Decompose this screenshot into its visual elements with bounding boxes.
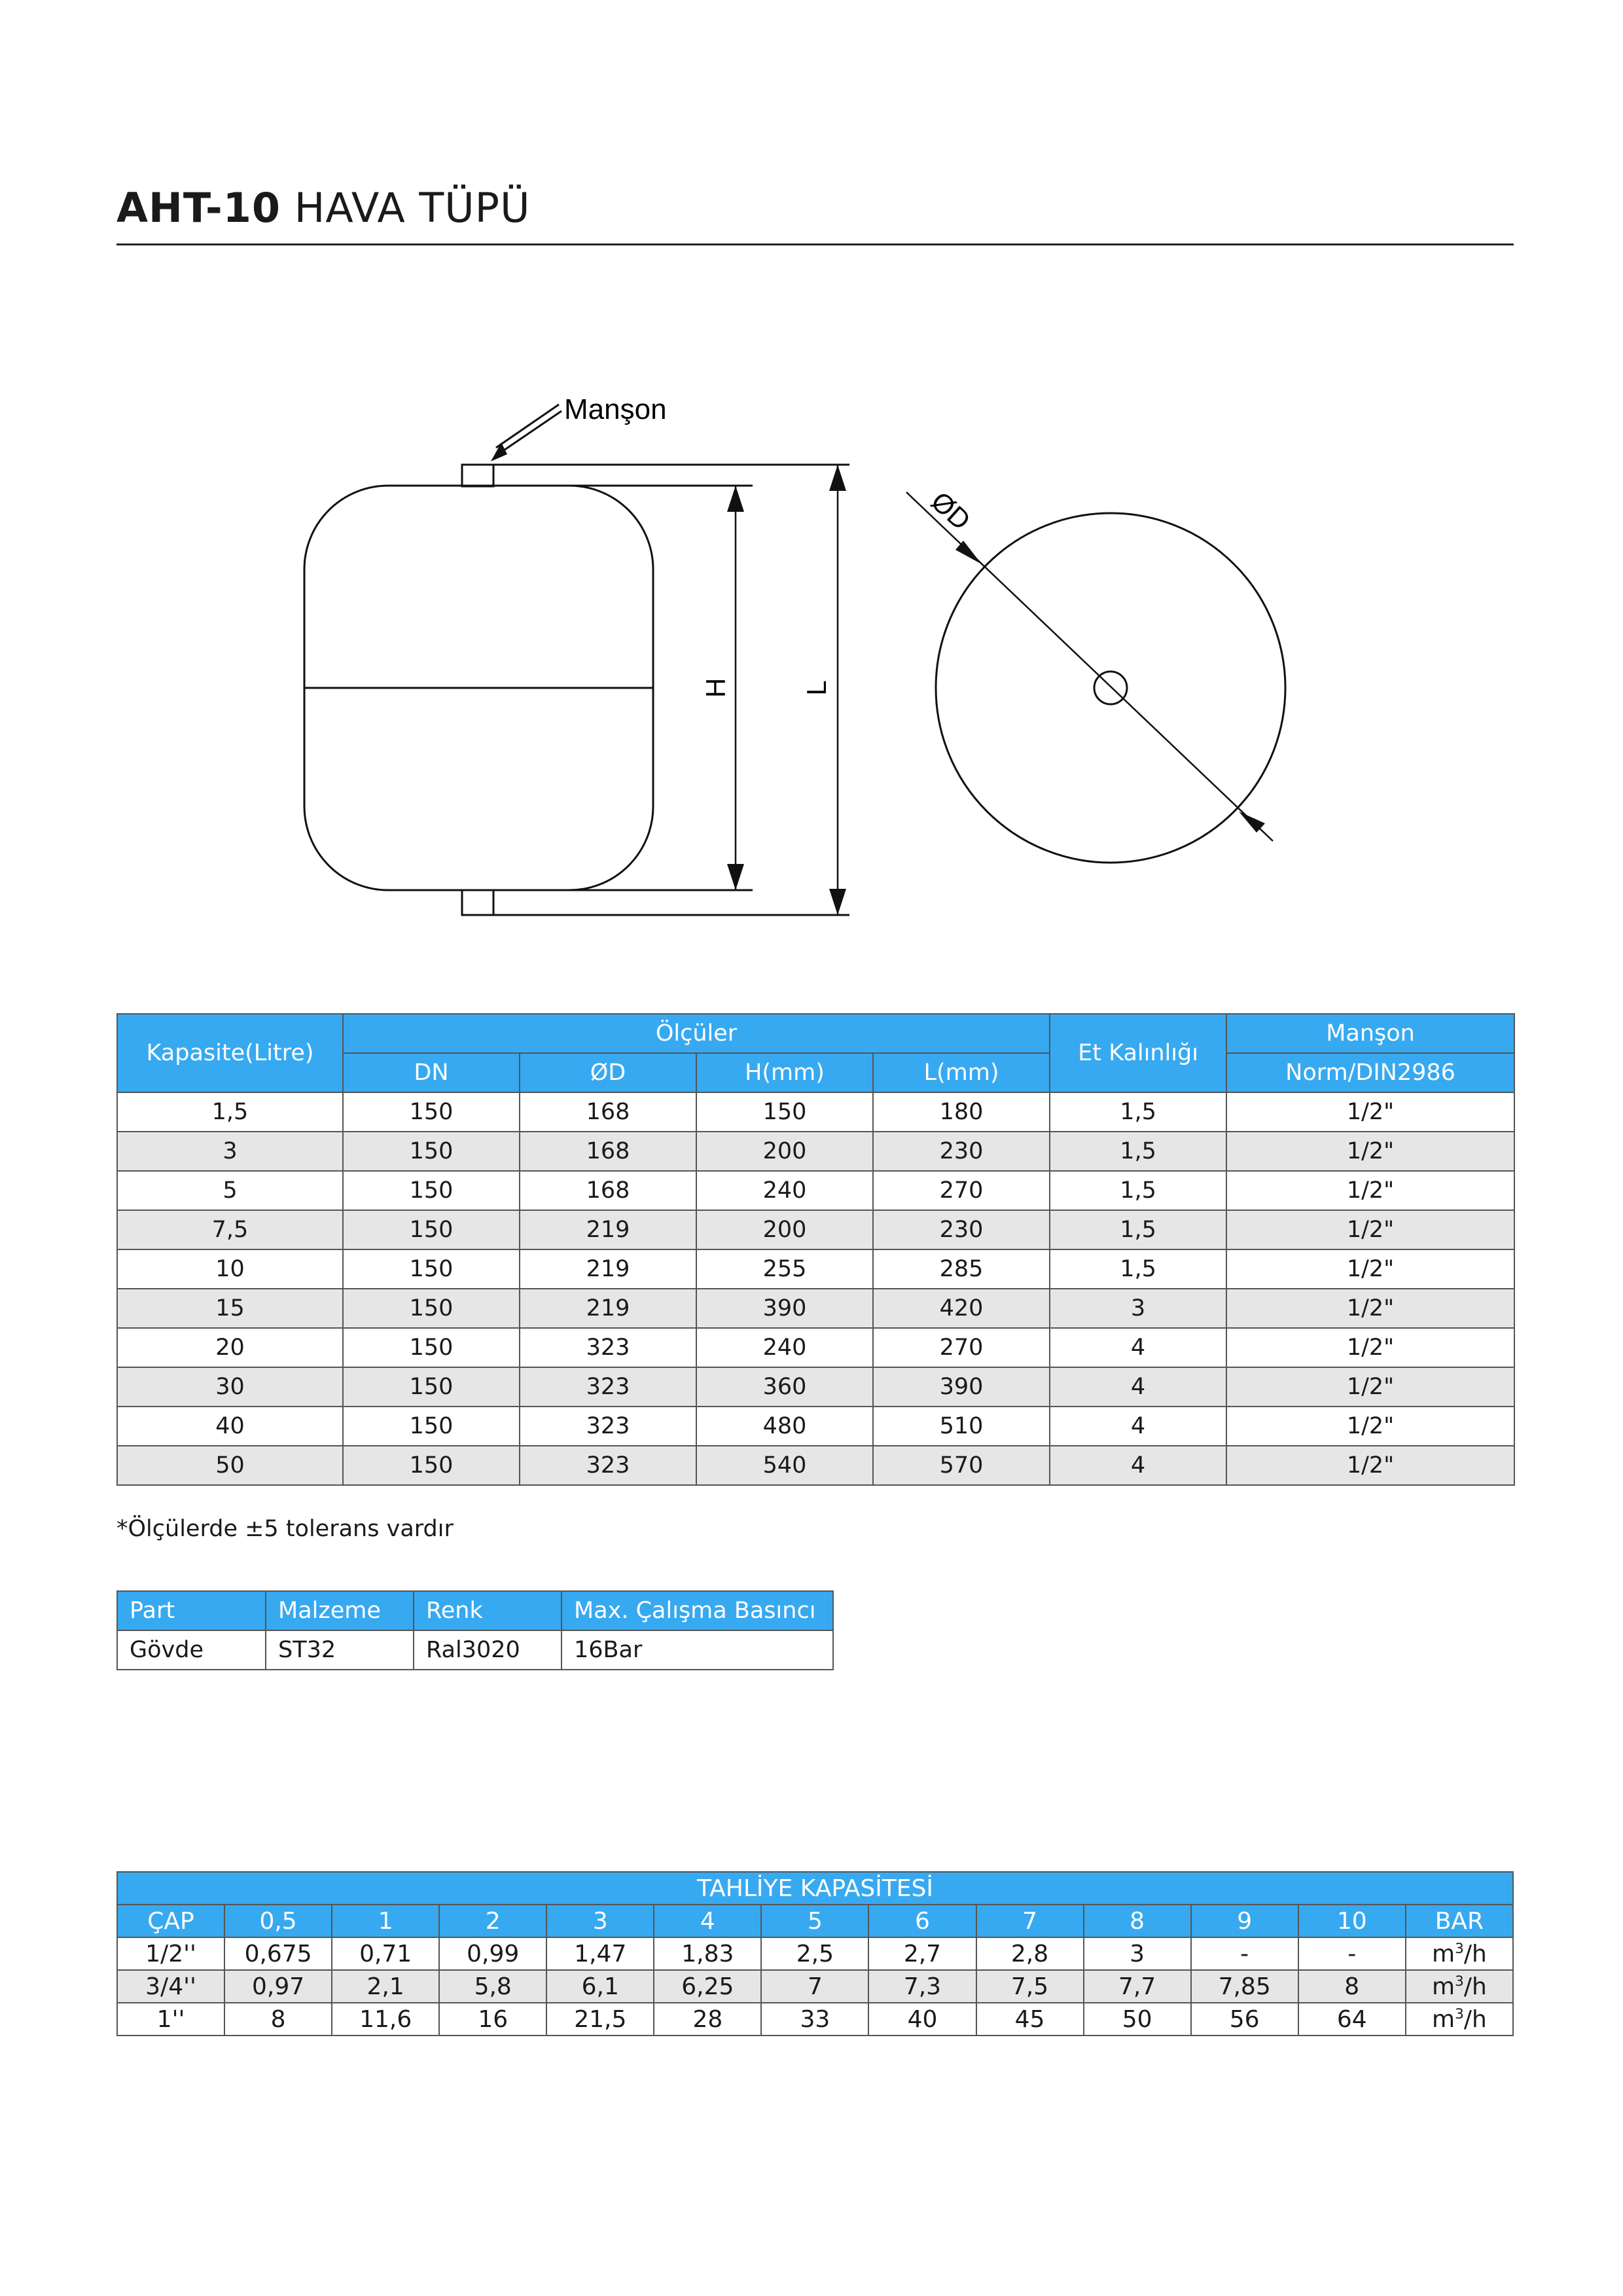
table-row bbox=[117, 1630, 833, 1670]
cell: 360 bbox=[696, 1367, 873, 1407]
header-part: Part bbox=[117, 1591, 266, 1630]
cell: 64 bbox=[1298, 2003, 1406, 2036]
cell: 480 bbox=[696, 1407, 873, 1446]
table-row bbox=[117, 1367, 1514, 1407]
flow-header-cell: 0,5 bbox=[224, 1905, 332, 1937]
cell: 150 bbox=[343, 1367, 520, 1407]
unit-tail: /h bbox=[1463, 1940, 1487, 1967]
table-row bbox=[117, 1092, 1514, 1132]
material-table bbox=[116, 1590, 834, 1670]
cell: 150 bbox=[343, 1407, 520, 1446]
cell: 150 bbox=[343, 1249, 520, 1289]
flow-header-cell: 6 bbox=[868, 1905, 976, 1937]
tolerance-note: *Ölçülerde ±5 tolerans vardır bbox=[116, 1516, 454, 1542]
unit-cell bbox=[1406, 2003, 1513, 2036]
cell: 1,83 bbox=[654, 1937, 761, 1970]
cell: 230 bbox=[873, 1132, 1050, 1171]
cell: 1/2" bbox=[1226, 1446, 1514, 1485]
flow-header-cell: 4 bbox=[654, 1905, 761, 1937]
table-row bbox=[117, 1210, 1514, 1249]
header-material: Malzeme bbox=[266, 1591, 414, 1630]
cell: 2,8 bbox=[976, 1937, 1084, 1970]
cell: 16Bar bbox=[562, 1630, 833, 1670]
cell: 255 bbox=[696, 1249, 873, 1289]
tank-top-view bbox=[936, 513, 1285, 863]
cell: 150 bbox=[343, 1289, 520, 1328]
cell: 390 bbox=[696, 1289, 873, 1328]
unit-cell bbox=[1406, 1937, 1513, 1970]
cell: 1/2" bbox=[1226, 1210, 1514, 1249]
unit-base: m bbox=[1431, 2005, 1455, 2033]
cell: 240 bbox=[696, 1171, 873, 1210]
cell: 3 bbox=[117, 1132, 343, 1171]
cell: 230 bbox=[873, 1210, 1050, 1249]
cell: 1/2" bbox=[1226, 1132, 1514, 1171]
discharge-title: TAHLİYE KAPASİTESİ bbox=[117, 1872, 1513, 1905]
cell: 10 bbox=[117, 1249, 343, 1289]
cell: 8 bbox=[1298, 1970, 1406, 2003]
d-label: ØD bbox=[925, 485, 977, 536]
unit-exponent: 3 bbox=[1455, 1940, 1464, 1957]
cell: 285 bbox=[873, 1249, 1050, 1289]
cell: 7,7 bbox=[1084, 1970, 1191, 2003]
cell: 1,5 bbox=[1050, 1249, 1226, 1289]
cell: 168 bbox=[520, 1171, 696, 1210]
cell: 1/2" bbox=[1226, 1289, 1514, 1328]
cell: 1,47 bbox=[546, 1937, 654, 1970]
cell: Ral3020 bbox=[414, 1630, 562, 1670]
cell: 219 bbox=[520, 1210, 696, 1249]
cell: 1,5 bbox=[1050, 1092, 1226, 1132]
header-dn: DN bbox=[343, 1053, 520, 1092]
cell: 4 bbox=[1050, 1367, 1226, 1407]
cell: 1'' bbox=[117, 2003, 224, 2036]
cell: 15 bbox=[117, 1289, 343, 1328]
cell: 1,5 bbox=[117, 1092, 343, 1132]
header-length: L(mm) bbox=[873, 1053, 1050, 1092]
cell: 7,3 bbox=[868, 1970, 976, 2003]
cell: 150 bbox=[696, 1092, 873, 1132]
cell: 5,8 bbox=[439, 1970, 546, 2003]
cell: 200 bbox=[696, 1132, 873, 1171]
cell: 45 bbox=[976, 2003, 1084, 2036]
cell: 168 bbox=[520, 1132, 696, 1171]
unit-base: m bbox=[1431, 1940, 1455, 1967]
cell: 7,85 bbox=[1191, 1970, 1298, 2003]
cell: 3 bbox=[1050, 1289, 1226, 1328]
cell: 323 bbox=[520, 1328, 696, 1367]
cell: 33 bbox=[761, 2003, 868, 2036]
flow-header-cell: BAR bbox=[1406, 1905, 1513, 1937]
cell: 1,5 bbox=[1050, 1210, 1226, 1249]
flow-header-cell: ÇAP bbox=[117, 1905, 224, 1937]
cell: 0,71 bbox=[332, 1937, 439, 1970]
header-color: Renk bbox=[414, 1591, 562, 1630]
top-fitting bbox=[462, 465, 493, 486]
cell: 150 bbox=[343, 1446, 520, 1485]
cell: 1/2" bbox=[1226, 1407, 1514, 1446]
header-dimensions: Ölçüler bbox=[343, 1014, 1050, 1053]
table-row bbox=[117, 1937, 1513, 1970]
cell: 8 bbox=[224, 2003, 332, 2036]
cell: 0,97 bbox=[224, 1970, 332, 2003]
cell: 390 bbox=[873, 1367, 1050, 1407]
cell: 40 bbox=[117, 1407, 343, 1446]
table-row bbox=[117, 1328, 1514, 1367]
cell: 2,5 bbox=[761, 1937, 868, 1970]
table-row bbox=[117, 1171, 1514, 1210]
cell: 28 bbox=[654, 2003, 761, 2036]
discharge-capacity-table bbox=[116, 1871, 1514, 2036]
cell: 3/4'' bbox=[117, 1970, 224, 2003]
cell: 40 bbox=[868, 2003, 976, 2036]
cell: 11,6 bbox=[332, 2003, 439, 2036]
cell: 219 bbox=[520, 1289, 696, 1328]
header-height: H(mm) bbox=[696, 1053, 873, 1092]
cell: Gövde bbox=[117, 1630, 266, 1670]
unit-exponent: 3 bbox=[1455, 1973, 1464, 1990]
cell: 5 bbox=[117, 1171, 343, 1210]
header-max-pressure: Max. Çalışma Basıncı bbox=[562, 1591, 833, 1630]
table-row bbox=[117, 1407, 1514, 1446]
cell: 1/2" bbox=[1226, 1171, 1514, 1210]
cell: 323 bbox=[520, 1367, 696, 1407]
cell: 50 bbox=[117, 1446, 343, 1485]
flow-header-cell: 8 bbox=[1084, 1905, 1191, 1937]
cell: 0,99 bbox=[439, 1937, 546, 1970]
flow-header-cell: 1 bbox=[332, 1905, 439, 1937]
cell: 219 bbox=[520, 1249, 696, 1289]
unit-tail: /h bbox=[1463, 2005, 1487, 2033]
flow-header-cell: 10 bbox=[1298, 1905, 1406, 1937]
cell: - bbox=[1298, 1937, 1406, 1970]
cell: 50 bbox=[1084, 2003, 1191, 2036]
cell: 168 bbox=[520, 1092, 696, 1132]
cell: 150 bbox=[343, 1132, 520, 1171]
header-diameter: ØD bbox=[520, 1053, 696, 1092]
cell: 7,5 bbox=[976, 1970, 1084, 2003]
header-capacity: Kapasite(Litre) bbox=[117, 1014, 343, 1092]
cell: 150 bbox=[343, 1092, 520, 1132]
header-wall-thickness: Et Kalınlığı bbox=[1050, 1014, 1226, 1092]
h-label: H bbox=[700, 677, 731, 698]
cell: 3 bbox=[1084, 1937, 1191, 1970]
cell: 2,7 bbox=[868, 1937, 976, 1970]
table-row bbox=[117, 2003, 1513, 2036]
flow-header-cell: 2 bbox=[439, 1905, 546, 1937]
cell: 270 bbox=[873, 1171, 1050, 1210]
cell: 180 bbox=[873, 1092, 1050, 1132]
cell: 1/2'' bbox=[117, 1937, 224, 1970]
cell: 150 bbox=[343, 1210, 520, 1249]
cell: 0,675 bbox=[224, 1937, 332, 1970]
cell: 510 bbox=[873, 1407, 1050, 1446]
cell: 150 bbox=[343, 1328, 520, 1367]
l-label: L bbox=[801, 680, 832, 696]
cell: 1/2" bbox=[1226, 1092, 1514, 1132]
title-name: HAVA TÜPÜ bbox=[294, 184, 531, 232]
table-row bbox=[117, 1446, 1514, 1485]
cell: 56 bbox=[1191, 2003, 1298, 2036]
cell: 150 bbox=[343, 1171, 520, 1210]
cell: 1,5 bbox=[1050, 1171, 1226, 1210]
header-fitting: Manşon bbox=[1226, 1014, 1514, 1053]
cell: 540 bbox=[696, 1446, 873, 1485]
cell: 4 bbox=[1050, 1407, 1226, 1446]
cell: 4 bbox=[1050, 1446, 1226, 1485]
cell: 7 bbox=[761, 1970, 868, 2003]
flow-header-cell: 7 bbox=[976, 1905, 1084, 1937]
cell: 4 bbox=[1050, 1328, 1226, 1367]
cell: ST32 bbox=[266, 1630, 414, 1670]
flow-header-cell: 3 bbox=[546, 1905, 654, 1937]
cell: 21,5 bbox=[546, 2003, 654, 2036]
cell: 240 bbox=[696, 1328, 873, 1367]
cell: 6,25 bbox=[654, 1970, 761, 2003]
unit-tail: /h bbox=[1463, 1973, 1487, 2000]
manson-label: Manşon bbox=[564, 393, 667, 425]
table-row bbox=[117, 1970, 1513, 2003]
cell: 1/2" bbox=[1226, 1367, 1514, 1407]
manson-arrow bbox=[496, 404, 562, 453]
cell: - bbox=[1191, 1937, 1298, 1970]
cell: 1/2" bbox=[1226, 1328, 1514, 1367]
cell: 1/2" bbox=[1226, 1249, 1514, 1289]
cell: 270 bbox=[873, 1328, 1050, 1367]
cell: 7,5 bbox=[117, 1210, 343, 1249]
header-norm: Norm/DIN2986 bbox=[1226, 1053, 1514, 1092]
cell: 1,5 bbox=[1050, 1132, 1226, 1171]
table-row bbox=[117, 1132, 1514, 1171]
cell: 420 bbox=[873, 1289, 1050, 1328]
cell: 323 bbox=[520, 1446, 696, 1485]
unit-exponent: 3 bbox=[1455, 2005, 1464, 2022]
unit-base: m bbox=[1431, 1973, 1455, 2000]
cell: 2,1 bbox=[332, 1970, 439, 2003]
cell: 323 bbox=[520, 1407, 696, 1446]
table-row bbox=[117, 1249, 1514, 1289]
cell: 6,1 bbox=[546, 1970, 654, 2003]
cell: 16 bbox=[439, 2003, 546, 2036]
flow-header-cell: 5 bbox=[761, 1905, 868, 1937]
cell: 20 bbox=[117, 1328, 343, 1367]
title-model: AHT-10 bbox=[116, 184, 281, 232]
cell: 570 bbox=[873, 1446, 1050, 1485]
table-row bbox=[117, 1289, 1514, 1328]
dimensions-table bbox=[116, 1013, 1515, 1486]
bottom-fitting bbox=[462, 890, 493, 915]
cell: 200 bbox=[696, 1210, 873, 1249]
technical-drawing bbox=[0, 0, 1623, 949]
flow-header-cell: 9 bbox=[1191, 1905, 1298, 1937]
cell: 30 bbox=[117, 1367, 343, 1407]
unit-cell bbox=[1406, 1970, 1513, 2003]
